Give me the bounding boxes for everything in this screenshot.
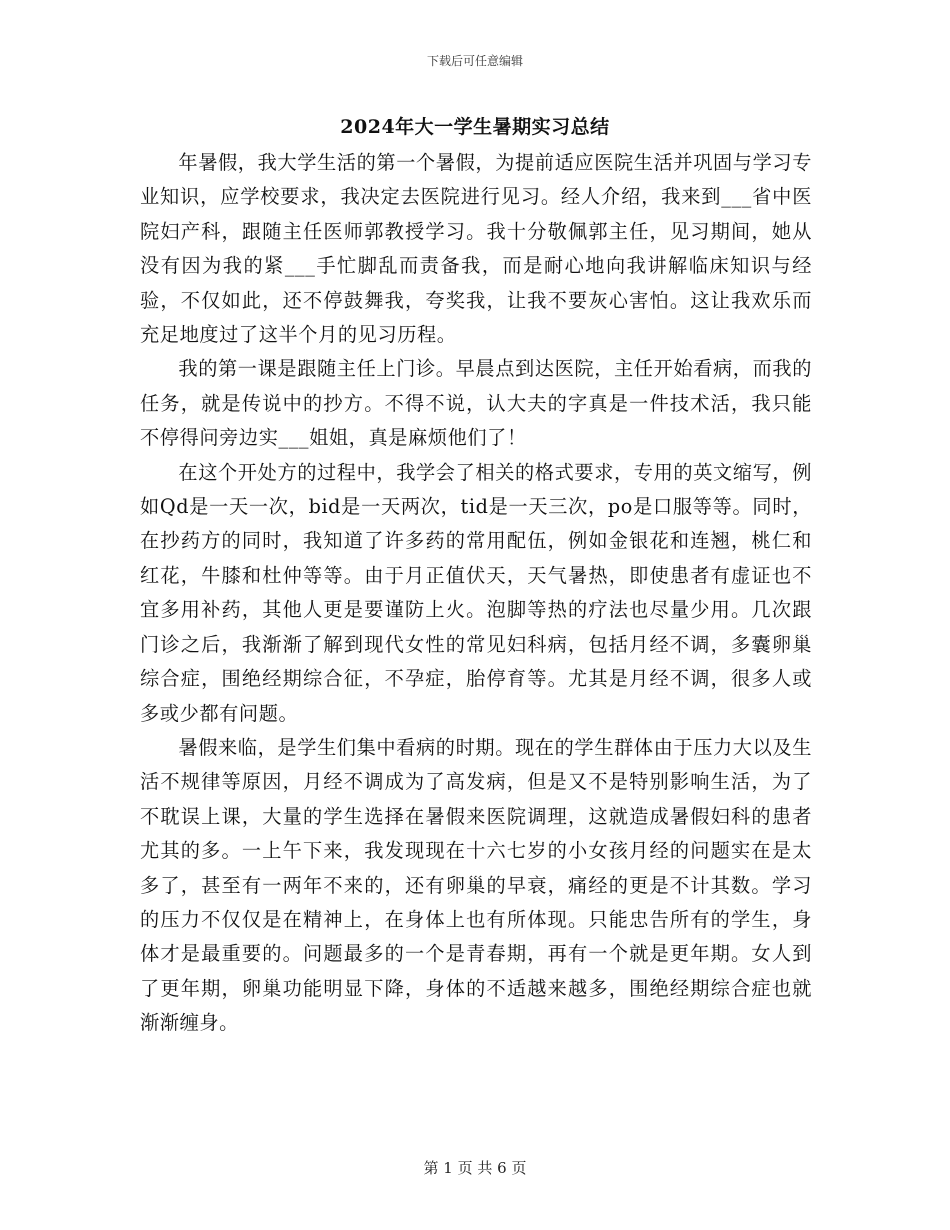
document-title: 2024年大一学生暑期实习总结 [340, 116, 610, 138]
paragraph-1: 年暑假，我大学生活的第一个暑假，为提前适应医院生活并巩固与学习专业知识，应学校要求，我决定去医院进行见习。经人介绍，我来到___省中医院妇产科，跟随主任医师郭教授学习。我十分敬佩郭主任，见习期间，她从没有因为我的紧___手忙脚乱而责备我，而是耐心地向我讲解临床知识与经验，不仅如此，还不停鼓舞我，夸奖我，让我不要灰心害怕。这让我欢乐而充足地度过了这半个月的见习历程。 [140, 151, 812, 347]
paragraph-4: 暑假来临，是学生们集中看病的时期。现在的学生群体由于压力大以及生活不规律等原因，月经不调成为了高发病，但是又不是特别影响生活，为了不耽误上课，大量的学生选择在暑假来医院调理，这就造成暑假妇科的患者尤其的多。一上午下来，我发现现在十六七岁的小女孩月经的问题实在是太多了，甚至有一两年不来的，还有卵巢的早衰，痛经的更是不计其数。学习的压力不仅仅是在精神上，在身体上也有所体现。只能忠告所有的学生，身体才是最重要的。问题最多的一个是青春期，再有一个就是更年期。女人到了更年期，卵巢功能明显下降，身体的不适越来越多，围绝经期综合症也就渐渐缠身。 [140, 735, 812, 1035]
paragraph-2: 我的第一课是跟随主任上门诊。早晨点到达医院，主任开始看病，而我的任务，就是传说中的抄方。不得不说，认大夫的字真是一件技术活，我只能不停得问旁边实___姐姐，真是麻烦他们了！ [140, 357, 812, 450]
page-number: 第 1 页 共 6 页 [423, 1159, 527, 1177]
page-header-note: 下载后可任意编辑 [426, 54, 523, 68]
document-body [140, 146, 812, 1041]
paragraph-3: 在这个开处方的过程中，我学会了相关的格式要求，专用的英文缩写，例如Qd是一天一次，bid是一天两次，tid是一天三次，po是口服等等。同时，在抄药方的同时，我知道了许多药的常用配伍，例如金银花和连翘，桃仁和红花，牛膝和杜仲等等。由于月正值伏天，天气暑热，即使患者有虚证也不宜多用补药，其他人更是要谨防上火。泡脚等热的疗法也尽量少用。几次跟门诊之后，我渐渐了解到现代女性的常见妇科病，包括月经不调，多囊卵巢综合症，围绝经期综合征，不孕症，胎停育等。尤其是月经不调，很多人或多或少都有问题。 [140, 460, 812, 725]
